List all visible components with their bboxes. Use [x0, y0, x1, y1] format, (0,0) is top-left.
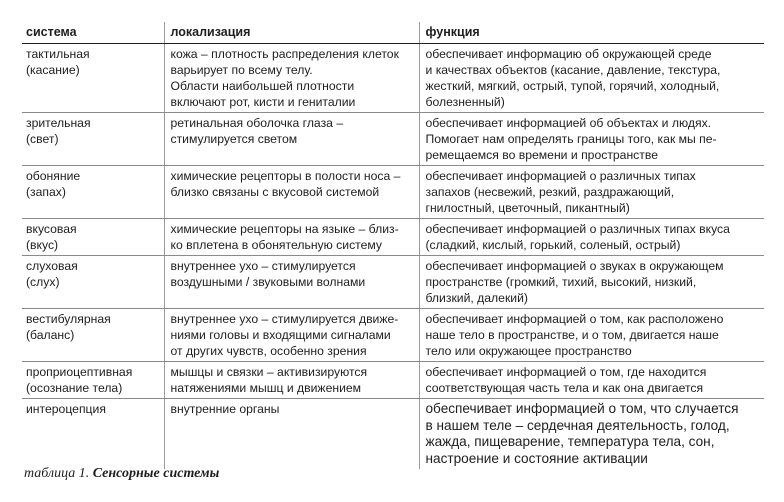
system-cell [22, 309, 164, 362]
table-row [22, 219, 764, 256]
system-text: вкусовая (вкус) [26, 222, 77, 252]
system-cell [22, 256, 164, 309]
function-text: обеспечивает информацию об окружающей среде и качествах объектов (касание, давление, текстура, жесткий, мягкий, острый, тупой, горячий, холодный, болезненный) [425, 47, 721, 109]
location-text: химические рецепторы в полости носа – близко связаны с вкусовой системой [170, 169, 401, 199]
system-cell [22, 113, 164, 166]
system-text: зрительная (свет) [26, 116, 91, 146]
caption-prefix: таблица 1. [24, 466, 90, 481]
function-cell [419, 399, 764, 470]
location-cell [164, 256, 419, 309]
caption-title: Сенсорные системы [92, 466, 220, 481]
system-cell [22, 362, 164, 399]
function-cell [419, 44, 764, 113]
system-cell [22, 166, 164, 219]
system-cell [22, 219, 164, 256]
location-cell [164, 309, 419, 362]
location-text: кожа – плотность распределения клеток варьирует по всему телу. Области наибольшей плотности включают рот, кисти и гениталии [170, 47, 399, 109]
location-text: ретинальная оболочка глаза – стимулируется светом [170, 116, 344, 146]
function-text: обеспечивает информацией о различных типах вкуса (сладкий, кислый, горький, соленый, острый) [425, 222, 730, 252]
sensory-systems-table [22, 22, 764, 469]
function-cell [419, 113, 764, 166]
function-cell [419, 362, 764, 399]
location-text: мышцы и связки – активизируются натяжениями мышц и движением [170, 365, 368, 395]
location-cell [164, 113, 419, 166]
function-text: обеспечивает информацией о том, где находится соответствующая часть тела и как она двигается [425, 365, 707, 395]
column-header-location: локализация [164, 22, 419, 44]
function-text: обеспечивает информацией о том, что случается в нашем теле – сердечная деятельность, голод, жажда, пищеварение, температура тела, сон, настроение и состояние активации [425, 401, 739, 466]
location-cell [164, 399, 419, 470]
table-header-row [22, 22, 764, 44]
column-header-function: функция [419, 22, 764, 44]
function-text: обеспечивает информацией об объектах и людях. Помогает нам определять границы того, как мы пе- ремещаемся во времени и пространстве [425, 116, 717, 162]
location-text: внутренние органы [170, 402, 280, 416]
table-row [22, 399, 764, 470]
system-text: проприоцептивная (осознание тела) [26, 365, 133, 395]
function-cell [419, 219, 764, 256]
table-row [22, 113, 764, 166]
system-text: тактильная (касание) [26, 47, 90, 77]
table-row [22, 256, 764, 309]
table-row [22, 44, 764, 113]
system-text: обоняние (запах) [26, 169, 81, 199]
system-cell [22, 44, 164, 113]
location-text: химические рецепторы на языке – близ- ко вплетена в обонятельную систему [170, 222, 399, 252]
function-cell [419, 256, 764, 309]
location-cell [164, 44, 419, 113]
function-cell [419, 166, 764, 219]
location-cell [164, 166, 419, 219]
table-row [22, 362, 764, 399]
function-text: обеспечивает информацией о том, как расположено наше тело в пространстве, и о том, двигается наше тело или окружающее пространство [425, 312, 724, 358]
table-row [22, 166, 764, 219]
system-text: слуховая (слух) [26, 259, 78, 289]
column-header-system: система [22, 22, 164, 44]
location-text: внутреннее ухо – стимулируется воздушными / звуковыми волнами [170, 259, 366, 289]
location-text: внутреннее ухо – стимулируется движе- ниями головы и входящими сигналами от других чувств, особенно зрения [170, 312, 399, 358]
table-row [22, 309, 764, 362]
function-text: обеспечивает информацией о различных типах запахов (несвежий, резкий, раздражающий, гнилостный, цветочный, пикантный) [425, 169, 696, 215]
function-cell [419, 309, 764, 362]
location-cell [164, 362, 419, 399]
system-text: интероцепция [26, 402, 106, 416]
table-caption [24, 466, 219, 482]
function-text: обеспечивает информацией о звуках в окружающем пространстве (громкий, тихий, высокий, низкий, близкий, далекий) [425, 259, 724, 305]
system-text: вестибулярная (баланс) [26, 312, 111, 342]
system-cell [22, 399, 164, 470]
location-cell [164, 219, 419, 256]
